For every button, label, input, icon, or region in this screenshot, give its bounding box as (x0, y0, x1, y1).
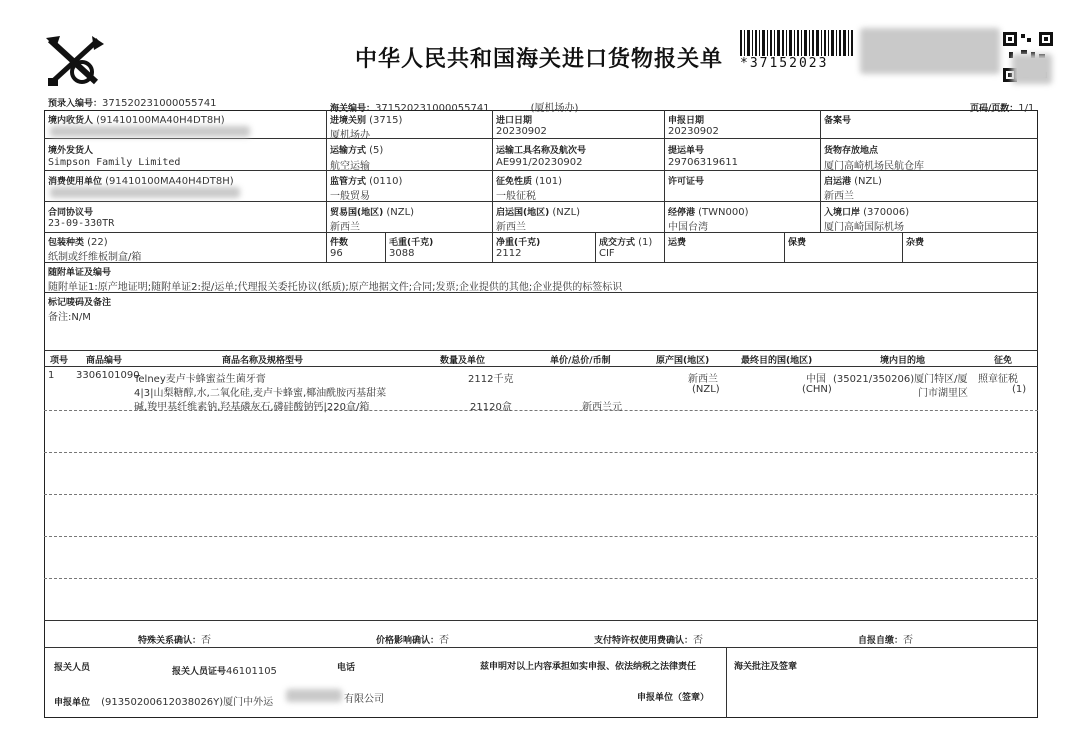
goods-levy-1: 照章征税 (978, 374, 1018, 385)
preentry-number: 预录入编号：371520231000055741 (48, 98, 217, 109)
goods-header-origin: 原产国(地区) (656, 356, 710, 366)
declarant-cert: 报关人员证号46101105 (172, 666, 277, 677)
goods-item-no: 1 (48, 370, 55, 381)
bill-no-value: 29706319611 (668, 157, 738, 168)
goods-dest-2: (CHN) (802, 384, 832, 395)
insurance-label: 保费 (788, 238, 807, 248)
price-influence-confirm: 价格影响确认：否 (376, 635, 450, 646)
declaring-unit-seal: 申报单位（签章） (637, 693, 710, 703)
consignee-label: 境内收货人 (91410100MA40H4DT8H) (48, 115, 225, 126)
document-title: 中华人民共和国海关进口货物报关单 (355, 47, 724, 72)
storage-value: 厦门高崎机场民航仓库 (824, 161, 924, 172)
trade-country-value: 新西兰 (330, 222, 360, 233)
goods-domestic-2: 门市湖里区 (918, 388, 968, 399)
freight-label: 运费 (668, 238, 687, 248)
consumer-label: 消费使用单位 (91410100MA40H4DT8H) (48, 176, 234, 187)
contract-label: 合同协议号 (48, 208, 94, 218)
origin-country-label: 启运国(地区) (NZL) (496, 207, 581, 218)
goods-hs-code: 3306101090 (76, 370, 140, 381)
declare-date-label: 申报日期 (668, 116, 705, 126)
goods-origin-2: (NZL) (692, 384, 720, 395)
goods-name-line3: 碱,羧甲基纤维素钠,羟基磷灰石,磷硅酸钠钙|220盒/箱 (134, 402, 370, 413)
page-indicator: 页码/页数：1/1 (970, 103, 1035, 114)
customs-number: 海关编号：371520231000055741 (厦机场办) (330, 103, 579, 114)
phone-label: 电话 (337, 663, 356, 673)
self-declare-confirm: 自报自缴：否 (858, 635, 914, 646)
record-no-label: 备案号 (824, 116, 852, 126)
misc-label: 杂费 (906, 238, 925, 248)
attached-docs-label: 随附单证及编号 (48, 268, 112, 278)
departure-value: 新西兰 (824, 191, 854, 202)
origin-country-value: 新西兰 (496, 222, 526, 233)
transport-mode-value: 航空运输 (330, 161, 370, 172)
net-weight-label: 净重(千克) (496, 238, 541, 248)
goods-levy-2: (1) (1012, 384, 1027, 395)
marks-value: 备注:N/M (48, 312, 91, 323)
marks-label: 标记唛码及备注 (48, 298, 112, 308)
goods-domestic-1: (35021/350206)厦门特区/厦 (833, 374, 968, 385)
entry-port-label: 进境关别 (3715) (330, 115, 403, 126)
contract-value: 23-09-330TR (48, 218, 115, 229)
declarant-label: 报关人员 (54, 663, 91, 673)
deal-mode-label: 成交方式 (1) (599, 237, 653, 248)
barcode-text: *37152023 (740, 56, 829, 71)
trade-country-label: 贸易国(地区) (NZL) (330, 207, 415, 218)
entry-place-value: 厦门高崎国际机场 (824, 222, 904, 233)
shipper-value: Simpson Family Limited (48, 157, 181, 168)
redaction-qr (1012, 54, 1052, 84)
transit-port-value: 中国台湾 (668, 222, 708, 233)
storage-label: 货物存放地点 (824, 146, 879, 156)
goods-origin-1: 新西兰 (688, 374, 718, 385)
entry-port-value: 厦机场办 (330, 130, 370, 141)
transport-mode-label: 运输方式 (5) (330, 145, 384, 156)
declaring-unit-suffix: 有限公司 (344, 694, 384, 705)
package-type-value: 纸制或纤维板制盒/箱 (48, 252, 142, 263)
supervision-label: 监管方式 (0110) (330, 176, 403, 187)
redaction-consumer (50, 187, 240, 198)
royalty-confirm: 支付特许权使用费确认：否 (594, 635, 704, 646)
goods-header-dest: 最终目的国(地区) (741, 356, 813, 366)
goods-qty-1: 2112千克 (468, 374, 514, 385)
import-date-value: 20230902 (496, 126, 547, 137)
net-weight-value: 2112 (496, 248, 522, 259)
goods-header-name: 商品名称及规格型号 (222, 356, 304, 366)
redaction-unit (286, 689, 342, 702)
gross-weight-label: 毛重(千克) (389, 238, 434, 248)
goods-dest-1: 中国 (806, 374, 826, 385)
goods-name-line1: Telney麦卢卡蜂蜜益生菌牙膏 (134, 374, 266, 385)
entry-place-label: 入境口岸 (370006) (824, 207, 910, 218)
declare-date-value: 20230902 (668, 126, 719, 137)
customs-annotation-label: 海关批注及签章 (734, 662, 798, 672)
license-label: 许可证号 (668, 177, 705, 187)
import-date-label: 进口日期 (496, 116, 533, 126)
package-type-label: 包装种类 (22) (48, 237, 108, 248)
pieces-value: 96 (330, 248, 343, 259)
vessel-value: AE991/20230902 (496, 157, 583, 168)
redaction-consignee (50, 126, 250, 137)
supervision-value: 一般贸易 (330, 191, 370, 202)
pieces-label: 件数 (330, 238, 349, 248)
attached-docs-value: 随附单证1:原产地证明;随附单证2:提/运单;代理报关委托协议(纸质);原产地据文件;合同;发票;企业提供的其他;企业提供的标签标识 (48, 282, 623, 293)
gross-weight-value: 3088 (389, 248, 415, 259)
deal-mode-value: CIF (599, 248, 615, 259)
shipper-label: 境外发货人 (48, 146, 94, 156)
goods-header-item: 项号 (50, 356, 69, 366)
levy-label: 征免性质 (101) (496, 176, 563, 187)
special-relation-confirm: 特殊关系确认：否 (138, 635, 212, 646)
declaring-unit: 申报单位 (91350200612038026Y)厦门中外运 (54, 697, 274, 708)
customs-emblem (42, 34, 106, 88)
goods-qty-2: 21120盒 (470, 402, 512, 413)
levy-value: 一般征税 (496, 191, 536, 202)
declaration-statement: 兹申明对以上内容承担如实申报、依法纳税之法律责任 (480, 662, 697, 672)
vessel-label: 运输工具名称及航次号 (496, 146, 587, 156)
bill-no-label: 提运单号 (668, 146, 705, 156)
transit-port-label: 经停港 (TWN000) (668, 207, 749, 218)
departure-label: 启运港 (NZL) (824, 176, 882, 187)
goods-header-qty: 数量及单位 (440, 356, 486, 366)
goods-currency: 新西兰元 (582, 402, 622, 413)
redaction-barcode (860, 28, 1000, 74)
goods-header-price: 单价/总价/币制 (550, 356, 611, 366)
goods-name-line2: 4|3|山梨糖醇,水,二氧化硅,麦卢卡蜂蜜,椰油酰胺丙基甜菜 (134, 388, 387, 399)
goods-header-levy: 征免 (994, 356, 1013, 366)
goods-header-hs: 商品编号 (86, 356, 123, 366)
goods-header-domestic: 境内目的地 (880, 356, 926, 366)
